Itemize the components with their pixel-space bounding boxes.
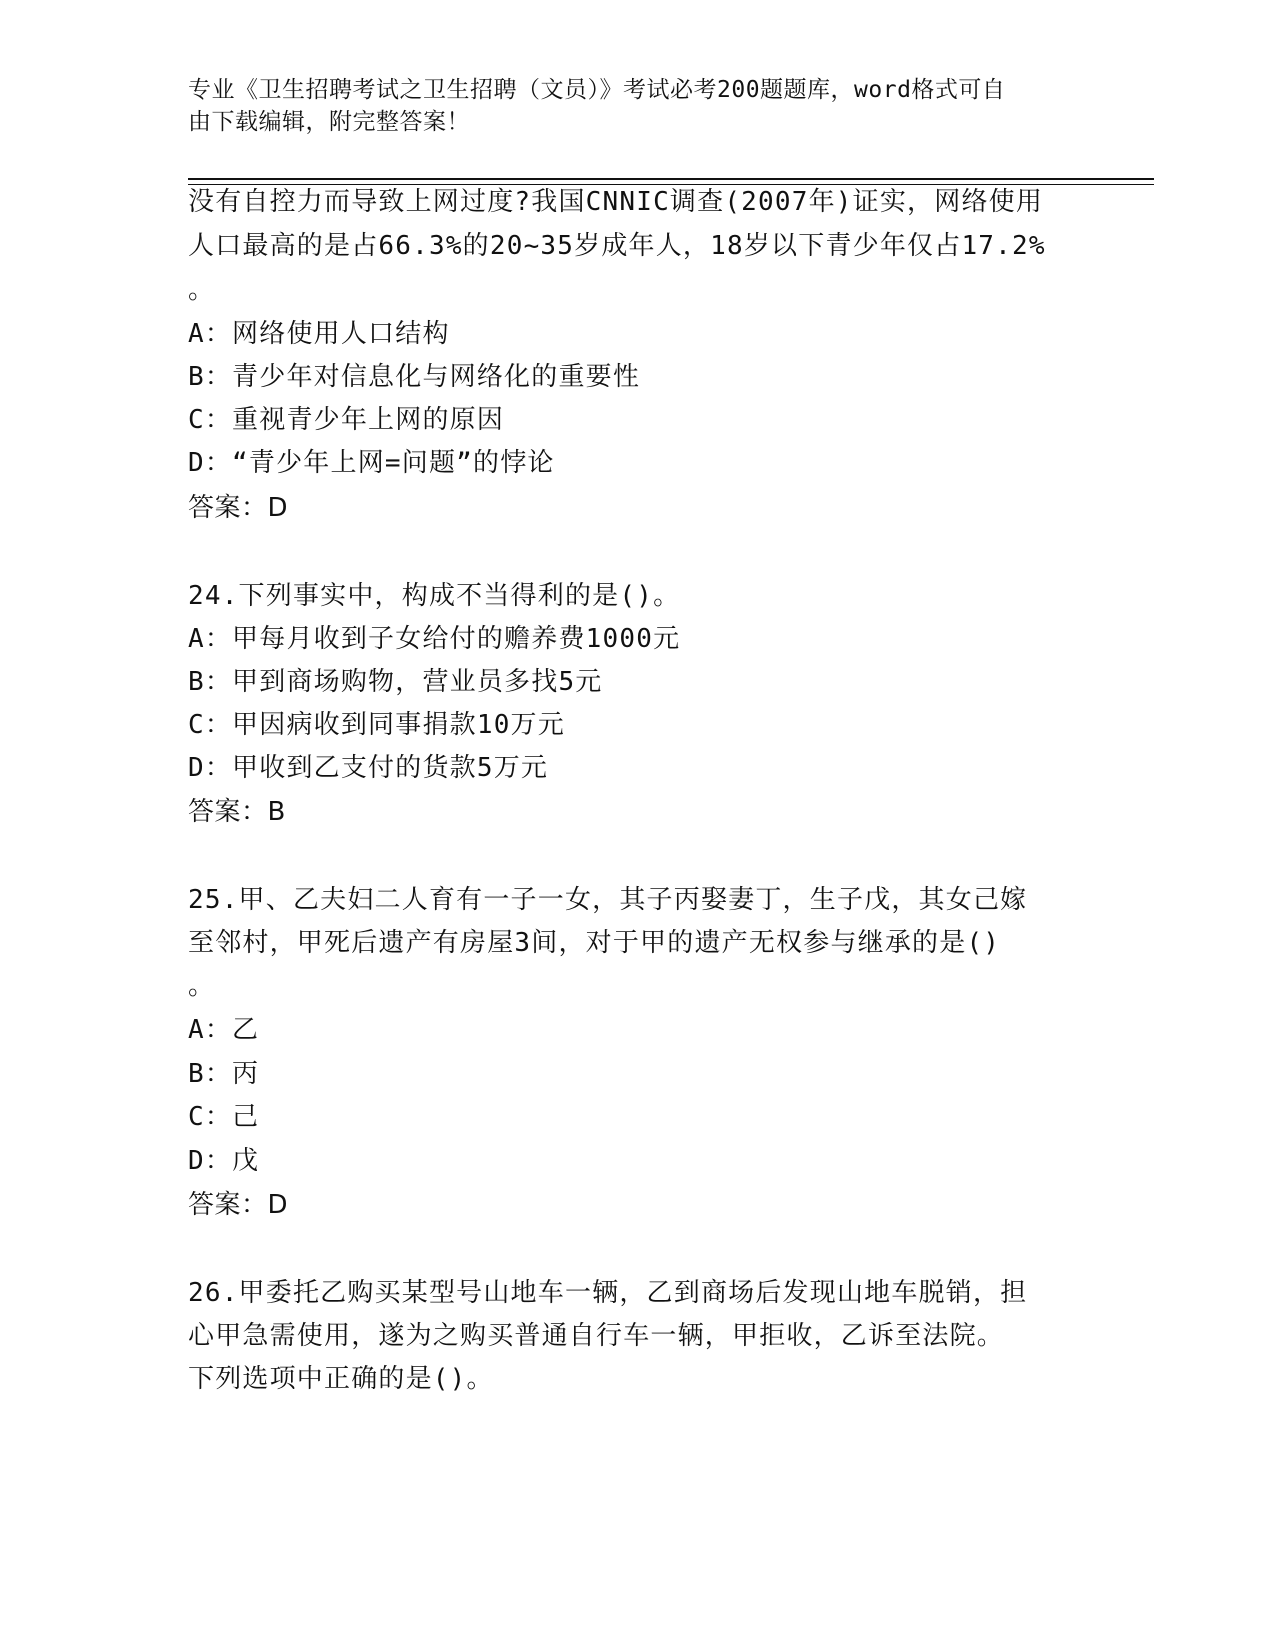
q25-option-a: A：乙 (188, 1015, 260, 1045)
q25-option-c: C：己 (188, 1102, 260, 1132)
q23-option-c: C：重视青少年上网的原因 (188, 405, 505, 435)
q26-stem-line-1: 26.甲委托乙购买某型号山地车一辆，乙到商场后发现山地车脱销，担 (188, 1278, 1028, 1308)
header-line-1: 专业《卫生招聘考试之卫生招聘（文员）》考试必考200题题库，word格式可自 (188, 77, 1006, 103)
q25-stem-line-2: 至邻村，甲死后遗产有房屋3间，对于甲的遗产无权参与继承的是() (188, 928, 1001, 958)
q24-option-b: B：甲到商场购物，营业员多找5元 (188, 667, 603, 697)
q24-stem-line-1: 24.下列事实中，构成不当得利的是()。 (188, 581, 681, 611)
q23-stem-line-2: 人口最高的是占66.3%的20~35岁成年人，18岁以下青少年仅占17.2% (188, 231, 1046, 261)
q24-option-a: A：甲每月收到子女给付的赡养费1000元 (188, 624, 681, 654)
q25-answer: 答案：D (188, 1190, 289, 1220)
q23-stem-line-3: 。 (188, 275, 216, 305)
q23-stem-line-1: 没有自控力而导致上网过度?我国CNNIC调查(2007年)证实，网络使用 (188, 187, 1044, 217)
q23-option-a: A：网络使用人口结构 (188, 319, 450, 349)
document-header (188, 74, 1088, 138)
header-line-2: 由下载编辑，附完整答案！ (188, 109, 470, 135)
q24-option-c: C：甲因病收到同事捐款10万元 (188, 710, 565, 740)
q23-option-b: B：青少年对信息化与网络化的重要性 (188, 362, 641, 392)
q24-option-d: D：甲收到乙支付的货款5万元 (188, 753, 549, 783)
q25-stem-line-3: 。 (188, 971, 216, 1001)
q24-answer: 答案：B (188, 797, 286, 827)
q23-answer: 答案：D (188, 493, 289, 523)
q26-stem-line-3: 下列选项中正确的是()。 (188, 1364, 494, 1394)
q23-option-d: D：“青少年上网=问题”的悖论 (188, 448, 555, 478)
q25-option-b: B：丙 (188, 1059, 260, 1089)
q25-stem-line-1: 25.甲、乙夫妇二人育有一子一女，其子丙娶妻丁，生子戊，其女己嫁 (188, 885, 1028, 915)
q26-stem-line-2: 心甲急需使用，遂为之购买普通自行车一辆，甲拒收，乙诉至法院。 (188, 1321, 1005, 1351)
q25-option-d: D：戊 (188, 1146, 260, 1176)
